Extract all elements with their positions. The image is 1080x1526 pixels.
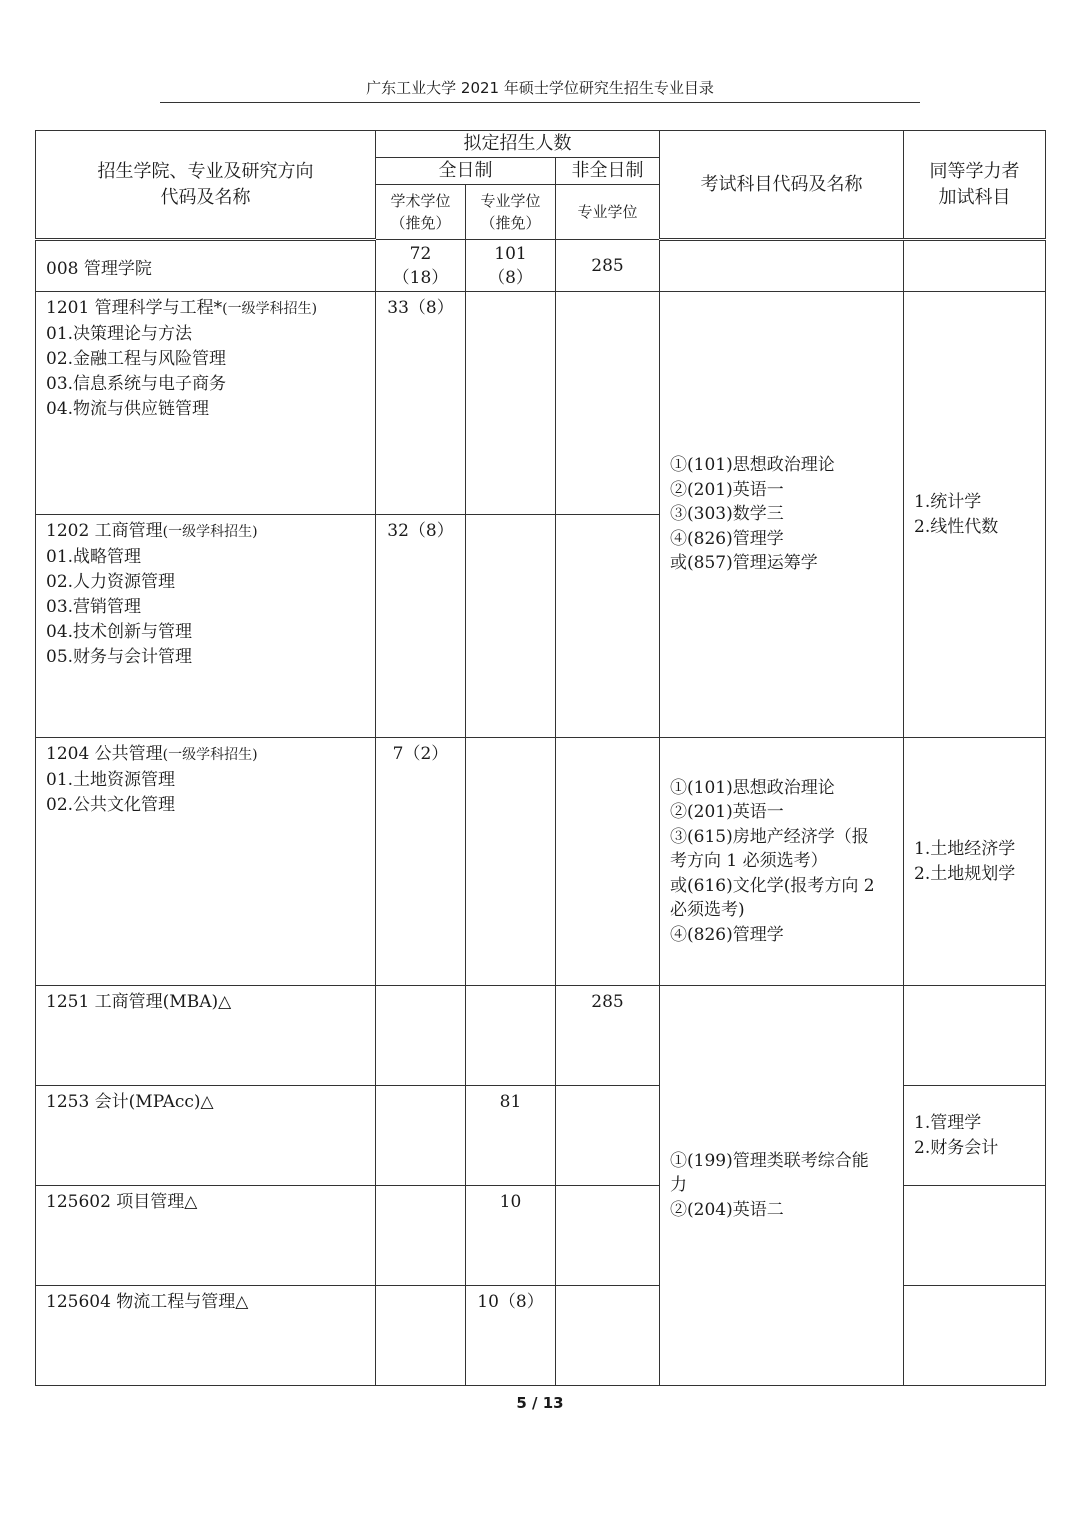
empty-cell — [556, 1286, 660, 1386]
college-name: 008 管理学院 — [36, 240, 376, 292]
page-header — [160, 74, 920, 103]
program-1204-academic: 7（2） — [376, 738, 466, 986]
table-row — [36, 986, 1046, 1086]
header-parttime-professional: 专业学位 — [556, 185, 660, 240]
empty-cell — [466, 292, 556, 515]
catalog-table — [35, 130, 1046, 1386]
program-125602: 125602 项目管理△ — [36, 1186, 376, 1286]
program-1201: 1201 管理科学与工程*(一级学科招生) 01.决策理论与方法 02.金融工程与风险管理 03.信息系统与电子商务 04.物流与供应链管理 — [36, 292, 376, 515]
empty-cell — [376, 1286, 466, 1386]
empty-cell — [376, 1086, 466, 1186]
header-extra: 同等学力者 加试科目 — [904, 131, 1046, 240]
program-1202: 1202 工商管理(一级学科招生) 01.战略管理 02.人力资源管理 03.营销管理 04.技术创新与管理 05.财务与会计管理 — [36, 515, 376, 738]
empty-cell — [466, 986, 556, 1086]
header-program: 招生学院、专业及研究方向 代码及名称 — [36, 131, 376, 240]
table-row — [36, 738, 1046, 986]
college-extra — [904, 240, 1046, 292]
college-parttime: 285 — [556, 240, 660, 292]
program-1251-parttime: 285 — [556, 986, 660, 1086]
table-row — [36, 292, 1046, 515]
exam-group-2: ①(101)思想政治理论 ②(201)英语一 ③(615)房地产经济学（报 考方向 1 必须选考） 或(616)文化学(报考方向 2 必须选考) ④(826)管理学 — [660, 738, 904, 986]
program-1202-academic: 32（8） — [376, 515, 466, 738]
college-exam — [660, 240, 904, 292]
program-1201-academic: 33（8） — [376, 292, 466, 515]
college-professional: 101 （8） — [466, 240, 556, 292]
program-1253-professional: 81 — [466, 1086, 556, 1186]
empty-cell — [466, 515, 556, 738]
header-quota: 拟定招生人数 — [376, 131, 660, 158]
extra-group-1: 1.统计学 2.线性代数 — [904, 292, 1046, 738]
empty-cell — [556, 292, 660, 515]
empty-cell — [556, 1186, 660, 1286]
extra-group-3: 1.管理学 2.财务会计 — [904, 1086, 1046, 1186]
page-title: 广东工业大学 2021 年硕士学位研究生招生专业目录 — [366, 79, 714, 97]
empty-cell — [556, 515, 660, 738]
exam-group-1: ①(101)思想政治理论 ②(201)英语一 ③(303)数学三 ④(826)管理学 或(857)管理运筹学 — [660, 292, 904, 738]
header-academic: 学术学位 （推免） — [376, 185, 466, 240]
header-professional: 专业学位 （推免） — [466, 185, 556, 240]
program-125604: 125604 物流工程与管理△ — [36, 1286, 376, 1386]
college-academic: 72 （18） — [376, 240, 466, 292]
empty-cell — [904, 1186, 1046, 1286]
page-number: 5 / 13 — [516, 1394, 564, 1412]
program-125602-professional: 10 — [466, 1186, 556, 1286]
extra-group-2: 1.土地经济学 2.土地规划学 — [904, 738, 1046, 986]
exam-group-3: ①(199)管理类联考综合能 力 ②(204)英语二 — [660, 986, 904, 1386]
header-exam: 考试科目代码及名称 — [660, 131, 904, 240]
empty-cell — [556, 1086, 660, 1186]
header-parttime: 非全日制 — [556, 158, 660, 185]
empty-cell — [466, 738, 556, 986]
program-1204: 1204 公共管理(一级学科招生) 01.土地资源管理 02.公共文化管理 — [36, 738, 376, 986]
program-125604-professional: 10（8） — [466, 1286, 556, 1386]
table-row — [36, 240, 1046, 292]
program-1253: 1253 会计(MPAcc)△ — [36, 1086, 376, 1186]
empty-cell — [376, 986, 466, 1086]
empty-cell — [376, 1186, 466, 1286]
empty-cell — [556, 738, 660, 986]
empty-cell — [904, 1286, 1046, 1386]
empty-cell — [904, 986, 1046, 1086]
header-fulltime: 全日制 — [376, 158, 556, 185]
program-1251: 1251 工商管理(MBA)△ — [36, 986, 376, 1086]
